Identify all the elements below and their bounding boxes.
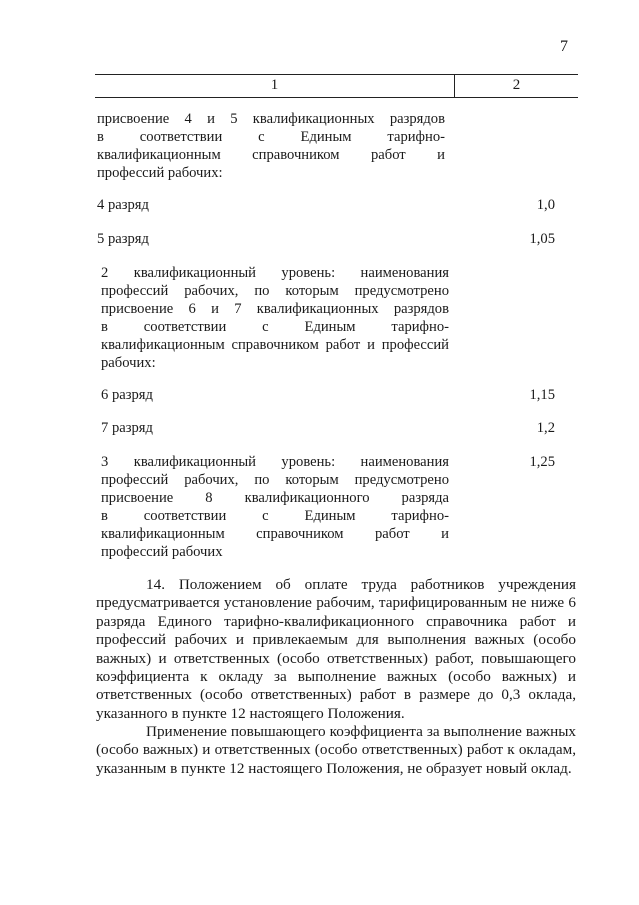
row-description [97,230,445,248]
text-line: 3 квалификационный уровень: наименования [101,454,449,470]
text-line: квалификационным справочником работ и [101,526,449,542]
row-coefficient: 1,25 [529,454,555,470]
text-line: 7 разряд [101,420,153,436]
text-line: рабочих: [101,355,156,371]
text-line: присвоение 6 и 7 квалификационных разрядов [101,301,449,317]
text-line: профессий рабочих: [97,165,223,181]
column-header-2: 2 [512,77,521,93]
text-line: 2 квалификационный уровень: наименования [101,265,449,281]
row-coefficient: 1,05 [529,231,555,247]
text-line: профессий рабочих [101,544,223,560]
text-line: квалификационным справочником работ и [97,147,445,163]
paragraph-coefficient-note: Применение повышающего коэффициента за выполнение важных (особо важных) и ответственных (особо ответственных) работ к окладам, указанным в пункте 12 настоящего Положения, не образует новый оклад. [96,723,576,777]
row-description [97,196,445,214]
coefficient-table [95,74,578,560]
text-line: 5 разряд [97,231,149,247]
text-line: в соответствии с Единым тарифно- [97,129,445,145]
column-header-1: 1 [270,77,279,93]
text-line: профессий рабочих, по которым предусмотрено [101,283,449,299]
text-line: присвоение 4 и 5 квалификационных разрядов [97,111,445,127]
row-description [101,386,449,404]
text-line: квалификационным справочником работ и профессий [101,337,449,353]
text-line: профессий рабочих, по которым предусмотрено [101,472,449,488]
row-coefficient: 1,15 [529,387,555,403]
row-description [101,419,449,437]
row-description [101,264,449,372]
text-line: в соответствии с Единым тарифно- [101,319,449,335]
text-line: 6 разряд [101,387,153,403]
paragraph-14: 14. Положением об оплате труда работников учреждения предусматривается установление рабочим, тарифицированным не ниже 6 разряда Единого тарифно-квалификационного справочника работ и профессий рабочих и привлекаемым для выполнения важных (особо важных) и ответственных (особо ответственных) работ, повышающего коэффициента к окладу за выполнение важных (особо важных) и ответственных (особо ответственных) работ в размере до 0,3 оклада, указанного в пункте 12 настоящего Положения. [96,576,576,722]
row-description [97,110,445,182]
page-number: 7 [560,38,568,55]
row-coefficient: 1,0 [536,197,555,213]
row-description [101,453,449,561]
text-line: присвоение 8 квалификационного разряда [101,490,449,506]
text-line: 4 разряд [97,197,149,213]
table-header [95,74,578,98]
text-line: в соответствии с Единым тарифно- [101,508,449,524]
row-coefficient: 1,2 [536,420,555,436]
